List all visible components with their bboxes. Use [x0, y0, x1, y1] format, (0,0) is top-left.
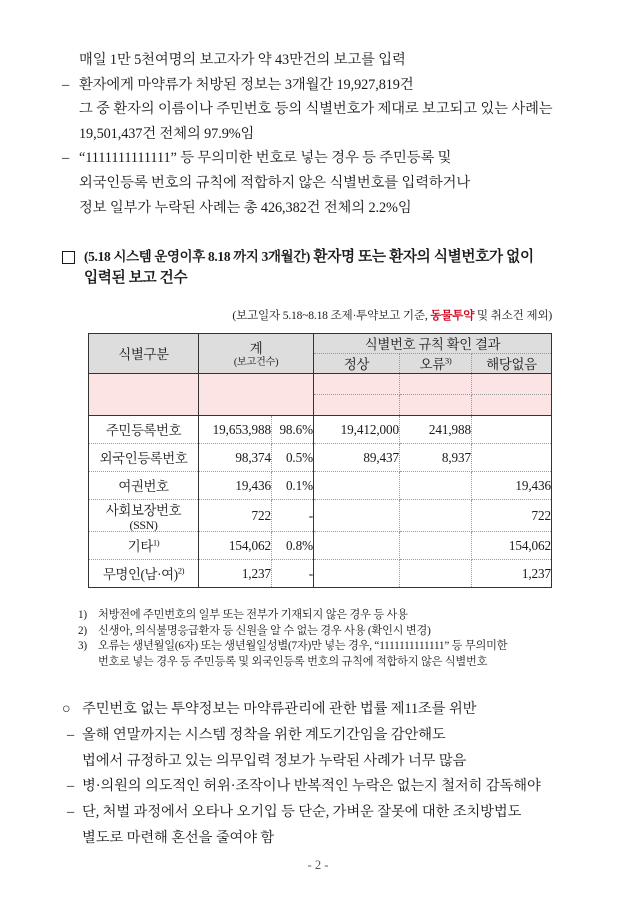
paragraph-text: 19,501,437건 전체의 97.9%임 — [79, 125, 255, 142]
cell-row-na — [472, 444, 552, 472]
footnote-line — [78, 608, 578, 624]
footnote-line — [78, 639, 578, 655]
page-number: - 2 - — [307, 858, 329, 872]
row-label-sublabel: (SSN) — [129, 518, 158, 532]
cell-total-normal-pct — [314, 395, 400, 416]
cell-row-label — [89, 532, 199, 560]
report-table — [88, 333, 552, 588]
row-label-superscript: 2) — [177, 565, 185, 576]
cell-row-total: 98,374 — [199, 444, 272, 472]
cell-row-normal: 19,412,000 — [314, 416, 400, 444]
footnote-text: 오류는 생년월일(6자) 또는 생년월일성별(7자)만 넣는 경우, “1111111111111” 등 무의미한 — [98, 640, 508, 653]
row-label-text: 기타 — [127, 539, 153, 554]
th-total-sublabel: (보고건수) — [233, 357, 279, 368]
paragraph-line — [62, 697, 582, 723]
table-header-row-1 — [89, 334, 552, 354]
table-row — [89, 444, 552, 472]
table-row — [89, 472, 552, 500]
cell-row-label — [89, 416, 199, 444]
cell-row-percent: - — [272, 500, 314, 532]
cell-row-percent: 0.8% — [272, 532, 314, 560]
cell-row-error: 241,988 — [400, 416, 472, 444]
paragraph-line — [62, 171, 574, 196]
th-error-superscript: 3) — [444, 355, 452, 366]
cell-total-na — [472, 374, 552, 395]
cell-row-total: 722 — [199, 500, 272, 532]
table-head — [89, 334, 552, 374]
cell-total-count — [199, 374, 314, 416]
row-label-superscript: 1) — [152, 537, 160, 548]
dash-bullet-icon: – — [67, 804, 75, 821]
th-result-group: 식별번호 규칙 확인 결과 — [314, 334, 552, 354]
dash-bullet-icon: – — [67, 726, 75, 743]
paragraph-line — [62, 723, 582, 749]
square-bullet-icon — [62, 251, 75, 264]
cell-row-error — [400, 532, 472, 560]
paragraph-line — [62, 826, 582, 852]
cell-row-percent: 0.1% — [272, 472, 314, 500]
table-row — [89, 560, 552, 588]
caption-red-emphasis: 동물투약 — [430, 309, 475, 322]
footnote-number — [78, 655, 98, 671]
paragraph-text: 매일 1만 5천여명의 보고자가 약 43만건의 보고를 입력 — [79, 52, 406, 68]
th-error: 오류$^{3)}$ — [400, 354, 472, 374]
paragraph-text: 환자에게 마약류가 처방된 정보는 3개월간 19,927,819건 — [79, 76, 414, 93]
cell-row-normal — [314, 472, 400, 500]
paragraph-line — [62, 146, 574, 171]
cell-row-label — [89, 472, 199, 500]
table-row — [89, 500, 552, 532]
row-label-text: 주민등록번호 — [105, 423, 182, 438]
dash-bullet-icon: – — [62, 150, 70, 167]
row-label-text: 무명인(남·여) — [102, 567, 178, 582]
cell-row-percent: - — [272, 560, 314, 588]
table-footnotes — [78, 608, 578, 670]
cell-total-label — [89, 374, 199, 416]
cell-row-percent: 98.6% — [272, 416, 314, 444]
cell-row-normal — [314, 532, 400, 560]
footnote-line — [78, 655, 578, 671]
paragraph-text: 외국인등록 번호의 규칙에 적합하지 않은 식별번호를 입력하거나 — [79, 174, 471, 191]
cell-row-error — [400, 500, 472, 532]
th-normal: 정상 — [314, 354, 400, 374]
cell-total-error — [400, 374, 472, 395]
table-row — [89, 532, 552, 560]
heading-line2: 입력된 보고 건수 — [84, 270, 188, 286]
paragraph-text: 법에서 규정하고 있는 의무입력 정보가 누락된 사례가 너무 많음 — [82, 752, 467, 769]
paragraph-line — [62, 73, 574, 98]
cell-row-total: 19,653,988 — [199, 416, 272, 444]
cell-row-label — [89, 444, 199, 472]
paragraph-text: “1111111111111” 등 무의미한 번호로 넣는 경우 등 주민등록 및 — [79, 150, 452, 167]
cell-row-error — [400, 472, 472, 500]
cell-total-error-pct — [400, 395, 472, 416]
row-label-text: 외국인등록번호 — [99, 451, 188, 466]
cell-row-na: 19,436 — [472, 472, 552, 500]
cell-row-error — [400, 560, 472, 588]
footnote-line — [78, 624, 578, 640]
paragraph-text: 단, 처벌 과정에서 오타나 오기입 등 단순, 가벼운 잘못에 대한 조치방법도 — [82, 804, 522, 821]
dash-bullet-icon: – — [62, 76, 70, 93]
footnote-text: 번호로 넣는 경우 등 주민등록 및 외국인등록 번호의 규칙에 적합하지 않은 식별번호 — [98, 655, 488, 668]
paragraph-line — [62, 800, 582, 826]
paragraph-line — [62, 48, 574, 73]
cell-row-na — [472, 416, 552, 444]
table-row — [89, 416, 552, 444]
footnote-number: 1) — [78, 609, 87, 621]
caption-before: (보고일자 5.18~8.18 조제·투약보고 기준, — [232, 309, 431, 322]
heading-lead: (5.18 시스템 운영이후 8.18 까지 3개월간) — [84, 249, 311, 264]
paragraph-line — [62, 749, 582, 775]
cell-total-normal — [314, 374, 400, 395]
cell-total-na-pct — [472, 395, 552, 416]
paragraph-text: 그 중 환자의 이름이나 주민번호 등의 식별번호가 제대로 보고되고 있는 사례는 — [79, 101, 553, 118]
row-label-text: 여권번호 — [118, 479, 169, 494]
dash-bullet-icon: – — [67, 778, 75, 795]
cell-row-total: 1,237 — [199, 560, 272, 588]
th-total — [199, 334, 314, 374]
heading-rest: 환자명 또는 환자의 식별번호가 없이 — [310, 249, 534, 265]
footnote-text: 처방전에 주민번호의 일부 또는 전부가 기재되지 않은 경우 등 사용 — [98, 609, 408, 621]
cell-row-error: 8,937 — [400, 444, 472, 472]
cell-row-label — [89, 560, 199, 588]
paragraph-line — [62, 122, 574, 147]
footnote-number: 2) — [78, 624, 87, 637]
cell-row-na: 722 — [472, 500, 552, 532]
section-heading-text — [84, 246, 534, 289]
cell-row-normal: 89,437 — [314, 444, 400, 472]
footnote-number: 3) — [78, 640, 87, 653]
paragraph-line — [62, 774, 582, 800]
report-table-wrapper — [88, 333, 551, 588]
paragraph-line — [62, 196, 574, 221]
table-row-total — [89, 374, 552, 395]
caption-after: 및 취소건 제외) — [474, 309, 552, 322]
table-caption — [232, 307, 552, 323]
section-heading — [62, 246, 576, 289]
cell-row-total: 154,062 — [199, 532, 272, 560]
paragraph-text: 올해 연말까지는 시스템 정착을 위한 계도기간임을 감안해도 — [82, 726, 446, 743]
cell-row-percent: 0.5% — [272, 444, 314, 472]
bottom-paragraph-block — [62, 697, 582, 852]
cell-row-na: 1,237 — [472, 560, 552, 588]
cell-row-normal — [314, 560, 400, 588]
th-not-applicable: 해당없음 — [472, 354, 552, 374]
paragraph-text: 주민번호 없는 투약정보는 마약류관리에 관한 법률 제11조를 위반 — [82, 701, 477, 717]
circle-bullet-icon: ○ — [62, 701, 71, 717]
cell-row-total: 19,436 — [199, 472, 272, 500]
table-body — [89, 374, 552, 588]
paragraph-line — [62, 97, 574, 122]
th-total-label: 계 — [249, 341, 263, 356]
top-paragraph-block — [62, 48, 574, 220]
paragraph-text: 병·의원의 의도적인 허위·조작이나 반복적인 누락은 없는지 철저히 감독해야 — [82, 778, 541, 795]
paragraph-text: 별도로 마련해 혼선을 줄여야 함 — [82, 829, 275, 846]
th-classification: 식별구분 — [89, 334, 199, 374]
footnote-text: 신생아, 의식불명응급환자 등 신원을 알 수 없는 경우 사용 (확인시 변경) — [98, 624, 431, 637]
row-label-text: 사회보장번호 — [105, 503, 182, 518]
paragraph-text: 정보 일부가 누락된 사례는 총 426,382건 전체의 2.2%임 — [79, 199, 412, 216]
cell-row-normal — [314, 500, 400, 532]
cell-row-label — [89, 500, 199, 532]
cell-row-na: 154,062 — [472, 532, 552, 560]
